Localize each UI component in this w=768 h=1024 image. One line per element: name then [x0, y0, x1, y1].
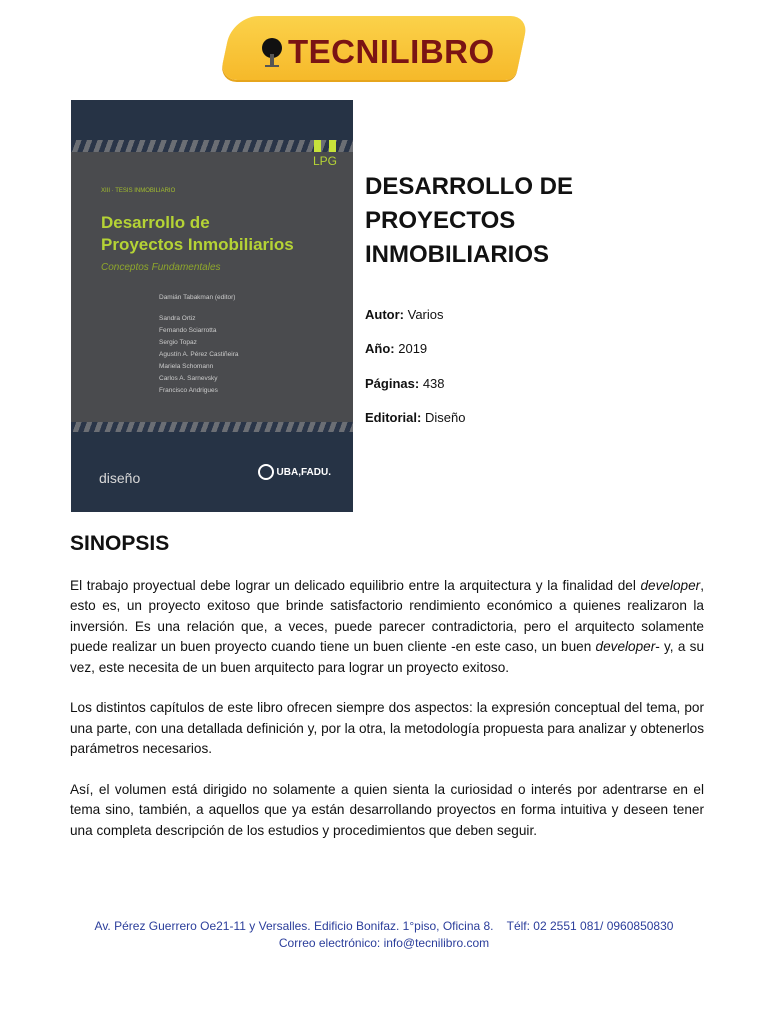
author-label: Autor:	[365, 307, 404, 322]
cover-publisher: diseño	[99, 470, 141, 486]
lpg-badge	[313, 140, 337, 168]
cover-authors	[159, 313, 239, 397]
cover-author: Mariela Schomann	[159, 363, 214, 370]
year-value: 2019	[398, 341, 428, 356]
meta-pages	[365, 376, 445, 391]
year-label: Año:	[365, 341, 395, 356]
cover-title-line2: Proyectos Inmobiliarios	[101, 235, 294, 254]
synopsis-heading: SINOPSIS	[70, 532, 170, 555]
cover-author: Sandra Ortiz	[159, 315, 196, 322]
pages-value: 438	[422, 376, 445, 391]
synopsis-paragraph: Así, el volumen está dirigido no solamente a quien sienta la curiosidad o interés por adentrarse en el tema sino, también, a aquellos que ya están desarrollando proyectos en forma intuitiva y deseen tener una completa descripción de los estudios y procedimientos que deben seguir.	[70, 782, 704, 838]
publisher-label: Editorial:	[365, 410, 422, 425]
tecnilibro-logo	[226, 16, 522, 80]
cover-author: Carlos A. Sarnevsky	[159, 375, 218, 382]
synopsis-paragraph	[70, 576, 704, 678]
cover-author: Francisco Andrigues	[159, 387, 218, 394]
text-run: , esto es, un proyecto exitoso que brinde satisfactorio rendimiento económico a quienes realizaron la inversión. Es una relación que, a veces, puede parecer contradictoria, pero el arquitecto solamente puede realizar un buen proyecto cuando tiene un buen cliente -en este caso, un buen	[70, 578, 704, 655]
cover-series: XIII · TESIS INMOBILIARIO	[101, 188, 176, 194]
cover-stripe-top	[71, 140, 353, 152]
cover-title-line1: Desarrollo de	[101, 213, 210, 232]
cover-author: Agustín A. Pérez Castiñeira	[159, 351, 239, 358]
logo-text: TECNILIBRO	[288, 33, 495, 70]
cover-author: Sergio Topaz	[159, 339, 197, 346]
book-title: DESARROLLO DE PROYECTOS INMOBILIARIOS	[365, 173, 574, 268]
italic-term: developer	[640, 578, 701, 593]
pages-label: Páginas:	[365, 376, 420, 391]
meta-year	[365, 341, 427, 356]
cover-editor: Damián Tabakman (editor)	[159, 294, 236, 301]
publisher-value: Diseño	[424, 410, 466, 425]
lpg-text: LPG	[312, 154, 337, 168]
cover-title	[101, 212, 294, 256]
tree-icon	[260, 38, 284, 68]
cover-subtitle: Conceptos Fundamentales	[101, 262, 221, 273]
institution-text: UBA,FADU.	[276, 466, 331, 478]
cover-author: Fernando Sciarrotta	[159, 327, 217, 334]
synopsis-paragraph: Los distintos capítulos de este libro ofrecen siempre dos aspectos: la expresión conceptual del tema, por una parte, con una detallada definición y, por la otra, la metodología propuesta para analizar y obtenerlos parámetros necesarios.	[70, 700, 704, 757]
uba-fadu-logo	[258, 464, 331, 480]
meta-author	[365, 307, 444, 322]
synopsis-body	[70, 576, 704, 862]
italic-term: developer	[595, 639, 656, 655]
text-run: - y, a su vez, este necesita de un buen arquitecto para lograr un proyecto exitoso.	[70, 639, 705, 675]
seal-icon	[258, 464, 274, 480]
text-run: El trabajo proyectual debe lograr un delicado equilibrio entre la arquitectura y la finalidad del	[70, 578, 641, 593]
author-value: Varios	[407, 307, 444, 322]
book-cover	[71, 100, 353, 512]
footer-email: Correo electrónico: info@tecnilibro.com	[278, 936, 490, 950]
cover-top-band	[71, 100, 353, 140]
footer	[0, 918, 768, 952]
footer-address: Av. Pérez Guerrero Oe21-11 y Versalles. Edificio Bonifaz. 1°piso, Oficina 8. Télf: 02 2551 081/ 0960850830	[94, 919, 674, 933]
meta-publisher	[365, 410, 465, 425]
